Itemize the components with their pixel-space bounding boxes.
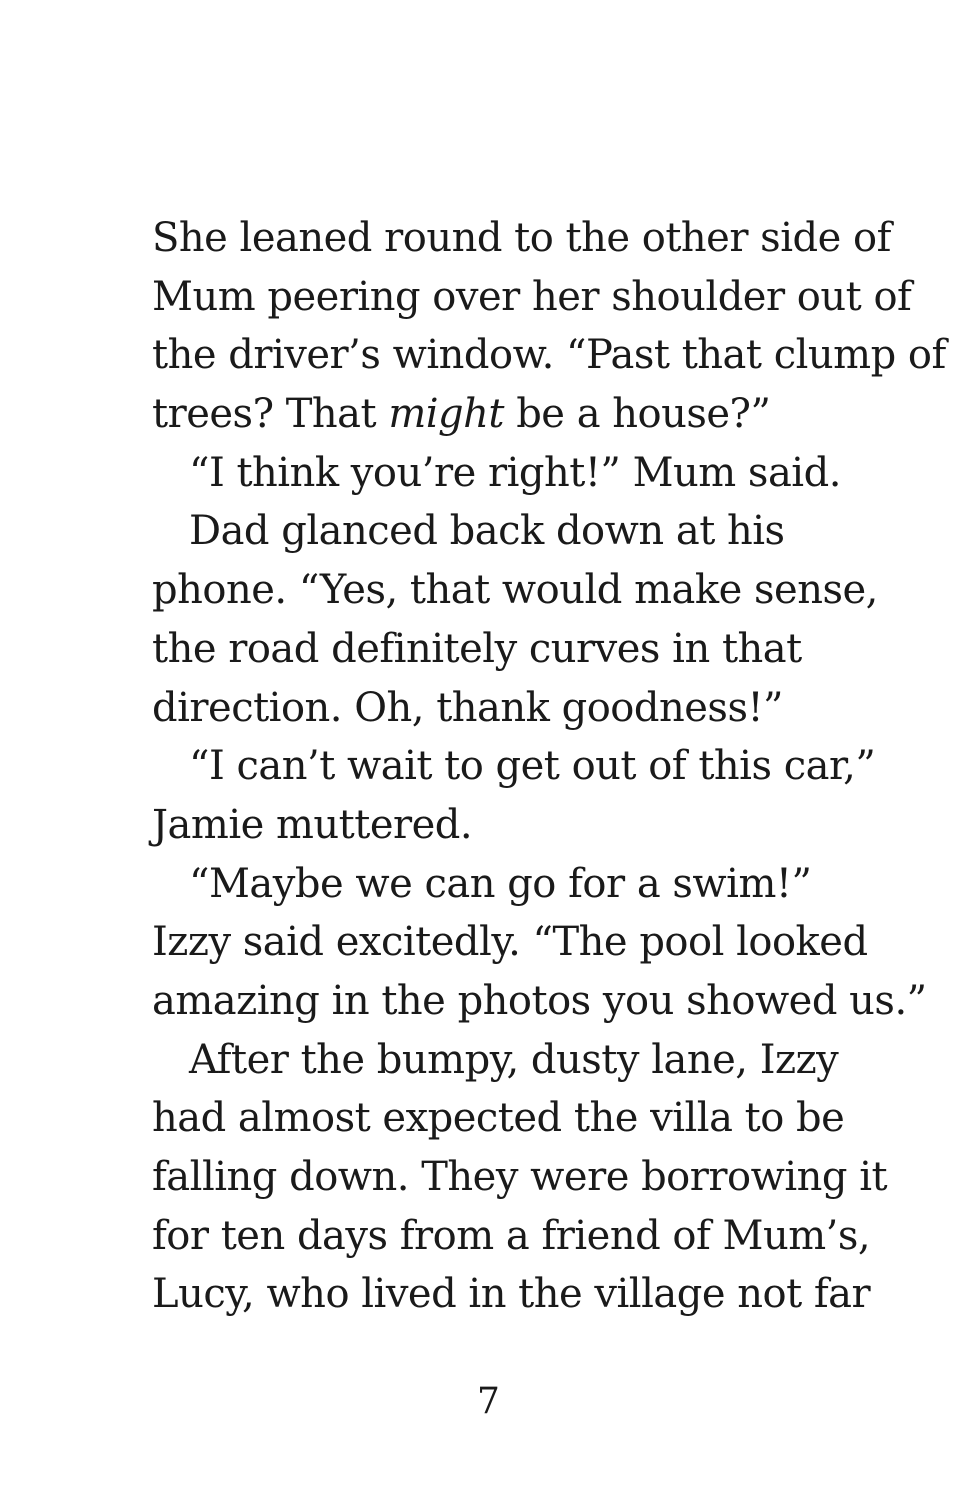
page-number: 7 xyxy=(477,1381,500,1422)
text-line: amazing in the photos you showed us.” xyxy=(152,977,927,1024)
text-line: Mum peering over her shoulder out of xyxy=(152,273,912,320)
text-line: falling down. They were borrowing it xyxy=(152,1154,888,1200)
text-line: for ten days from a friend of Mum’s, xyxy=(152,1212,871,1259)
text-line: “Maybe we can go for a swim!” xyxy=(189,860,812,907)
text-line: She leaned round to the other side of xyxy=(152,215,891,261)
text-line: After the bumpy, dusty lane, Izzy xyxy=(189,1036,839,1083)
text-line: “I think you’re right!” Mum said. xyxy=(189,449,841,496)
text-line: phone. “Yes, that would make sense, xyxy=(152,567,878,614)
emphasis-text: might xyxy=(388,391,504,438)
text-line: had almost expected the villa to be xyxy=(152,1095,845,1142)
body-text xyxy=(152,209,946,1324)
text-line: the road definitely curves in that xyxy=(152,625,802,672)
text-line xyxy=(152,385,852,444)
text-line: direction. Oh, thank goodness!” xyxy=(152,684,784,731)
text-segment: trees? That xyxy=(152,391,389,438)
text-line: Izzy said excitedly. “The pool looked xyxy=(152,919,868,966)
text-line: Dad glanced back down at his xyxy=(189,508,785,555)
text-line: Lucy, who lived in the village not far xyxy=(152,1271,871,1318)
text-segment: be a house?” xyxy=(503,391,771,438)
text-line: “I can’t wait to get out of this car,” xyxy=(189,743,876,790)
text-line: Jamie muttered. xyxy=(152,801,473,848)
text-line: the driver’s window. “Past that clump of xyxy=(152,332,946,379)
